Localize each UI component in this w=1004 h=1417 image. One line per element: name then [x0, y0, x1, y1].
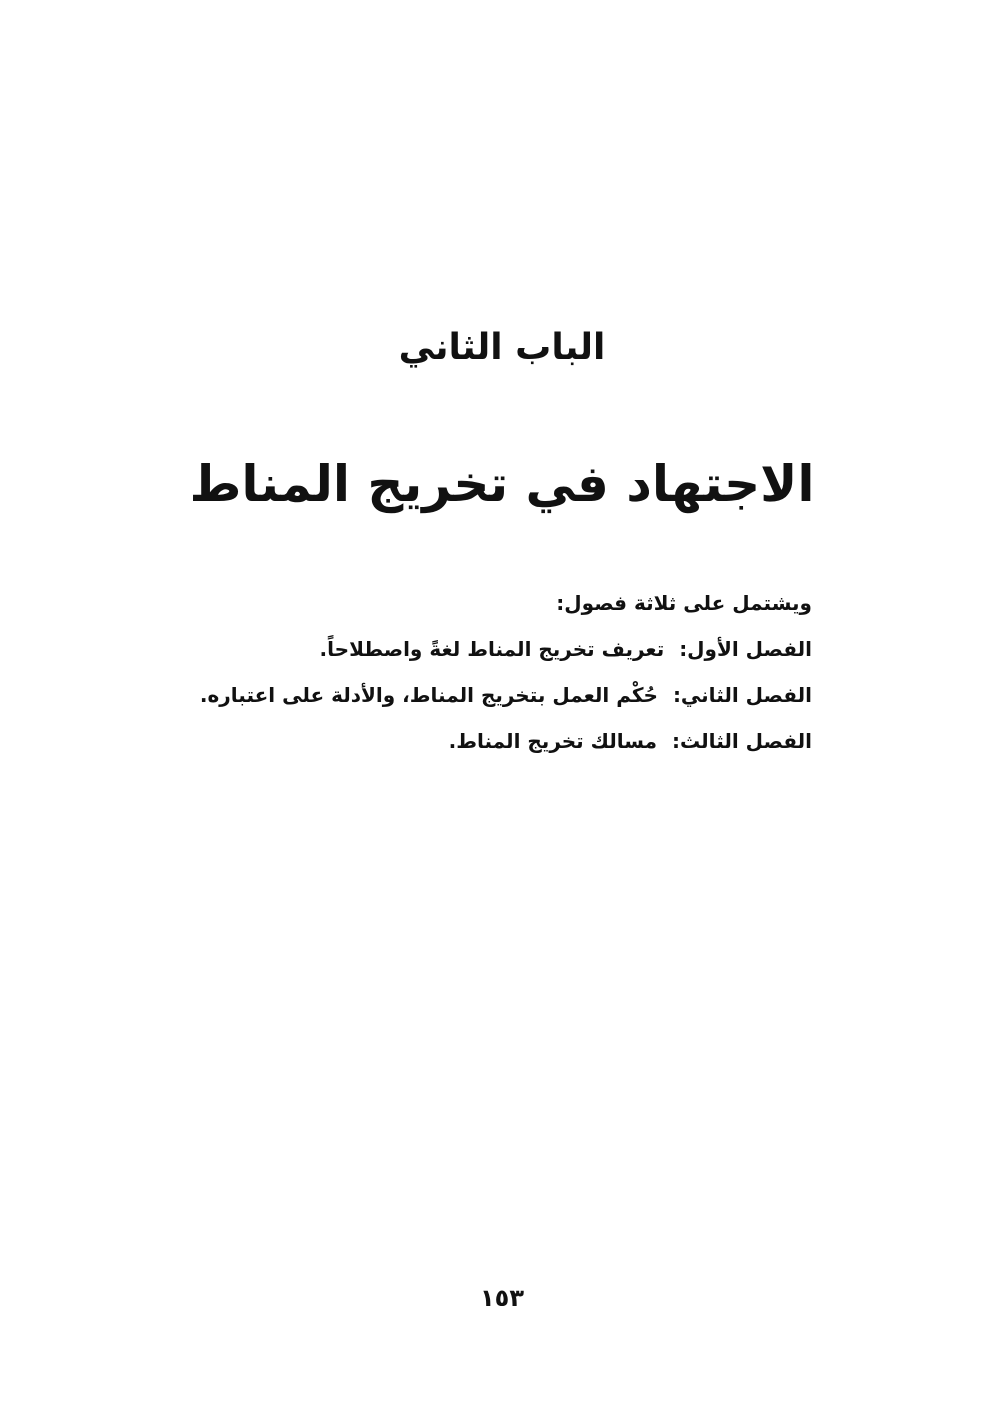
chapter-label: الفصل الثالث:: [672, 729, 812, 753]
chapter-item: [172, 672, 812, 718]
chapter-label: الفصل الثاني:: [672, 683, 812, 707]
chapter-item: [172, 626, 812, 672]
chapter-list: [172, 580, 812, 764]
chapter-title: مسالك تخريج المناط.: [448, 729, 658, 753]
chapter-label: الفصل الأول:: [679, 637, 812, 661]
chapter-title: تعريف تخريج المناط لغةً واصطلاحاً.: [319, 637, 665, 661]
part-title: الاجتهاد في تخريج المناط: [189, 455, 815, 513]
page-number: ١٥٣: [480, 1284, 524, 1312]
chapter-title: حُكْم العمل بتخريج المناط، والأدلة على اعتباره.: [199, 683, 658, 707]
chapter-list-intro: ويشتمل على ثلاثة فصول:: [556, 591, 812, 615]
part-label: الباب الثاني: [398, 327, 606, 368]
chapter-item: [172, 718, 812, 764]
